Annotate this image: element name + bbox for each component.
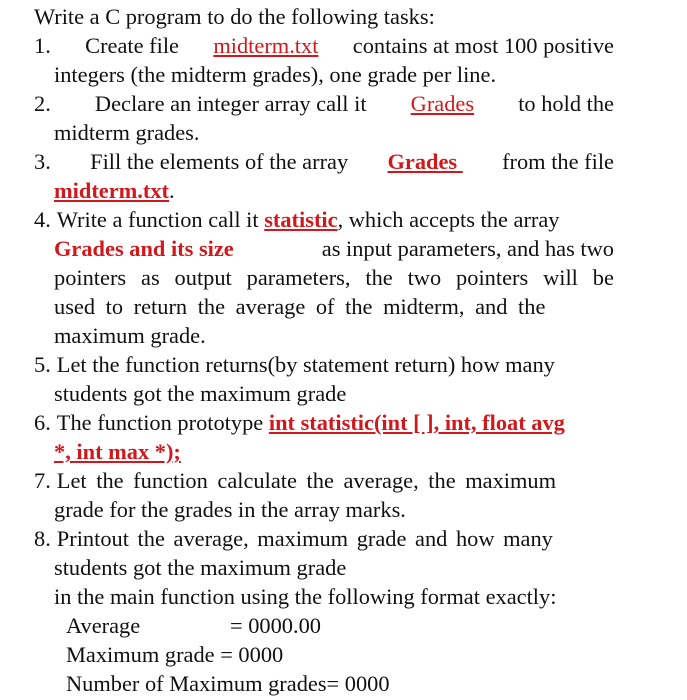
function-prototype-code-cont: *, int max *); — [54, 439, 181, 464]
item-1-text-post: contains at most 100 positive — [352, 33, 614, 58]
format-average-label: Average — [66, 613, 141, 638]
list-item-4-line-4: used to return the average of the midterm, and the — [54, 294, 546, 319]
list-item-1-line-1 — [34, 32, 614, 60]
list-item-1-line-2: integers (the midterm grades), one grade per line. — [54, 62, 497, 87]
item-4-line-3-word: as — [141, 265, 160, 290]
list-item-7-line-1 — [34, 467, 556, 495]
item-6-text-pre: The function prototype — [56, 410, 264, 435]
item-5-number: 5. — [34, 352, 51, 377]
list-item-8-line-3: in the main function using the following format exactly: — [54, 584, 557, 609]
item-2-text-post: to hold the — [518, 91, 614, 116]
list-item-2-line-1 — [34, 90, 614, 118]
item-2-number: 2. — [34, 91, 51, 116]
grades-and-size-param: Grades and its size — [54, 236, 234, 261]
item-4-line-3-word: parameters, — [246, 265, 351, 290]
item-4-line-3-word: pointers — [456, 265, 529, 290]
item-3-period: . — [169, 178, 175, 203]
list-item-7-line-2: grade for the grades in the array marks. — [54, 497, 406, 522]
list-item-5-line-2: students got the maximum grade — [54, 381, 347, 406]
list-item-6-line-2 — [54, 438, 181, 466]
format-average-line — [66, 612, 321, 640]
list-item-2-line-2: midterm grades. — [54, 120, 200, 145]
statistic-function-name: statistic — [264, 207, 338, 232]
list-item-4-line-3 — [54, 264, 614, 292]
item-4-line-3-word: output — [174, 265, 232, 290]
list-item-8-line-2: students got the maximum grade — [54, 555, 347, 580]
item-7-text: Let the function calculate the average, the maximum — [56, 468, 557, 493]
item-4-text-post: , which accepts the array — [337, 207, 560, 232]
item-4-line-3-word: pointers — [54, 265, 127, 290]
list-item-4-line-1 — [34, 206, 560, 234]
document-title: Write a C program to do the following tasks: — [34, 4, 435, 29]
item-4-line-3-word: two — [407, 265, 442, 290]
item-2-text-pre: Declare an integer array call it — [94, 91, 367, 116]
grades-array-link: Grades — [410, 91, 475, 116]
format-maximum-line: Maximum grade = 0000 — [66, 642, 284, 667]
list-item-5-line-1 — [34, 351, 555, 379]
item-6-number: 6. — [34, 410, 51, 435]
function-prototype-code: int statistic(int [ ], int, float avg — [268, 410, 565, 435]
list-item-8-line-1 — [34, 525, 553, 553]
item-5-text: Let the function returns(by statement return) how many — [56, 352, 555, 377]
item-4-line-3-word: the — [365, 265, 393, 290]
item-8-text: Printout the average, maximum grade and how many — [56, 526, 553, 551]
item-4-text-pre: Write a function call it — [56, 207, 259, 232]
item-3-text-post: from the file — [502, 149, 614, 174]
item-3-number: 3. — [34, 149, 51, 174]
grades-array-bold-link: Grades — [387, 149, 463, 174]
item-8-number: 8. — [34, 526, 51, 551]
midterm-file-bold-link: midterm.txt — [54, 178, 170, 203]
item-4-line-3-word: will — [543, 265, 578, 290]
item-7-number: 7. — [34, 468, 51, 493]
midterm-file-link: midterm.txt — [213, 33, 319, 58]
format-count-line: Number of Maximum grades= 0000 — [66, 671, 390, 696]
item-4-line-2-text: as input parameters, and has two — [321, 236, 614, 261]
list-item-4-line-2 — [54, 235, 614, 263]
item-1-number: 1. — [34, 33, 51, 58]
list-item-3-line-2 — [54, 177, 175, 205]
list-item-3-line-1 — [34, 148, 614, 176]
item-4-number: 4. — [34, 207, 51, 232]
format-average-value: = 0000.00 — [230, 613, 321, 638]
item-3-text-pre: Fill the elements of the array — [90, 149, 349, 174]
item-4-line-3-word: be — [592, 265, 614, 290]
list-item-4-line-5: maximum grade. — [54, 323, 206, 348]
list-item-6-line-1 — [34, 409, 565, 437]
item-1-text-pre: Create file — [85, 33, 179, 58]
